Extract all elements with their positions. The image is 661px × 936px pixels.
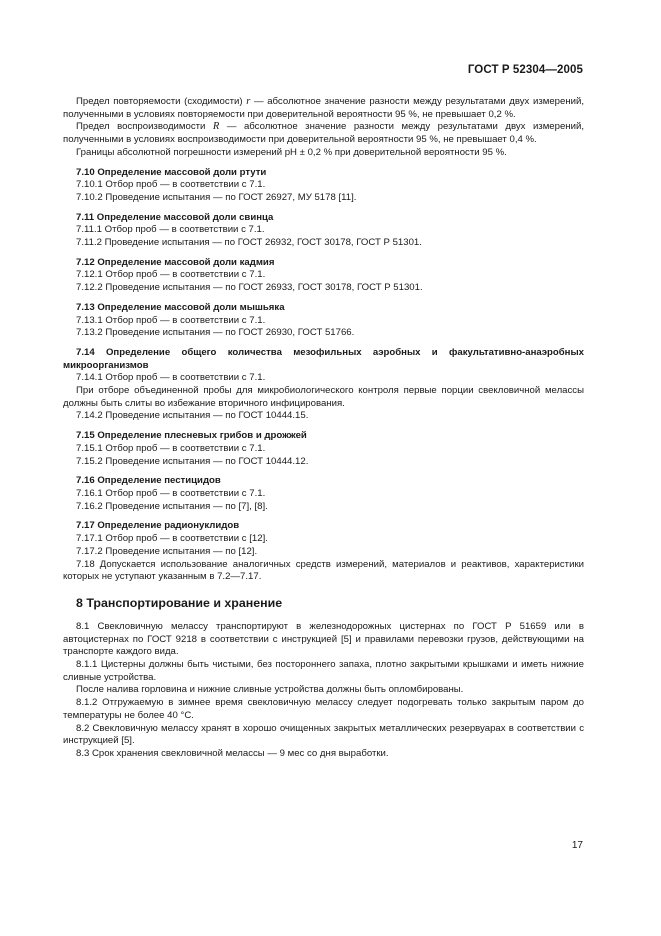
section-8-2: 8.2 Свекловичную мелассу хранят в хорошо очищенных закрытых металлических резервуарах в соответствии с инструкцией [5].: [63, 722, 584, 747]
section-7-13-1: 7.13.1 Отбор проб — в соответствии с 7.1.: [76, 314, 266, 326]
section-7-14-2: 7.14.2 Проведение испытания — по ГОСТ 10444.15.: [76, 410, 309, 422]
section-7-12-title: 7.12 Определение массовой доли кадмия: [76, 256, 275, 268]
section-7-12-2: 7.12.2 Проведение испытания — по ГОСТ 26933, ГОСТ 30178, ГОСТ Р 51301.: [76, 282, 423, 294]
variable-r: r: [246, 96, 251, 107]
section-8-1-1: 8.1.1 Цистерны должны быть чистыми, без постороннего запаха, плотно закрытыми крышками и иметь нижние сливные устройства.: [63, 659, 584, 683]
text: — абсолютное значение разности между результатами двух измерений, полученными в условиях воспроизводимости при доверительной вероятности 95 %, не превышает 0,4 %.: [63, 121, 584, 146]
section-7-11-2: 7.11.2 Проведение испытания — по ГОСТ 26932, ГОСТ 30178, ГОСТ Р 51301.: [76, 237, 422, 249]
section-8-1-2: 8.1.2 Отгружаемую в зимнее время свекловичную мелассу следует подогревать только закрытым паром до температуры не более 40 °С.: [63, 697, 584, 721]
section-7-17-2: 7.17.2 Проведение испытания — по [12].: [76, 545, 258, 557]
page-number: 17: [571, 840, 583, 851]
section-8-1: 8.1 Свекловичную мелассу транспортируют в железнодорожных цистернах по ГОСТ Р 51659 или в автоцистернах по ГОСТ 9218 в соответствии с инструкцией [5] и правилами перевозки грузов, действующими на транспорте каждого вида.: [63, 620, 584, 658]
section-7-14-1: 7.14.1 Отбор проб — в соответствии с 7.1.: [76, 372, 266, 384]
section-7-14-title: 7.14 Определение общего количества мезофильных аэробных и факультативно-анаэробных микроорганизмов: [63, 346, 584, 371]
section-7-13-title: 7.13 Определение массовой доли мышьяка: [76, 301, 285, 313]
section-7-18: 7.18 Допускается использование аналогичных средств измерений, материалов и реактивов, характеристики которых не уступают указанным в 7.2—7.17.: [63, 558, 584, 583]
section-8-3: 8.3 Срок хранения свекловичной мелассы — 9 мес со дня выработки.: [76, 747, 389, 759]
page-content: [63, 96, 584, 761]
ph-error-paragraph: Границы абсолютной погрешности измерений рН ± 0,2 % при доверительной вероятности 95 %.: [76, 146, 507, 158]
section-7-15-1: 7.15.1 Отбор проб — в соответствии с 7.1.: [76, 442, 266, 454]
section-7-13-2: 7.13.2 Проведение испытания — по ГОСТ 26930, ГОСТ 51766.: [76, 327, 355, 339]
section-7-10-2: 7.10.2 Проведение испытания — по ГОСТ 26927, МУ 5178 [11].: [76, 191, 357, 203]
repeatability-paragraph: [63, 96, 584, 121]
section-7-16-title: 7.16 Определение пестицидов: [76, 475, 221, 487]
section-7-15-2: 7.15.2 Проведение испытания — по ГОСТ 10444.12.: [76, 455, 309, 467]
text: — абсолютное значение разности между результатами двух измерений, полученными в условиях повторяемости при доверительной вероятности 95 %, не превышает 0,2 %.: [63, 96, 585, 120]
text: Предел воспроизводимости: [76, 121, 213, 133]
section-7-11-title: 7.11 Определение массовой доли свинца: [76, 211, 274, 223]
section-7-15-title: 7.15 Определение плесневых грибов и дрожжей: [76, 430, 307, 442]
section-7-11-1: 7.11.1 Отбор проб — в соответствии с 7.1.: [76, 224, 265, 236]
section-8-1-1-note: После налива горловина и нижние сливные устройства должны быть опломбированы.: [76, 684, 464, 696]
section-7-17-1: 7.17.1 Отбор проб — в соответствии с [12].: [76, 533, 268, 545]
section-7-16-1: 7.16.1 Отбор проб — в соответствии с 7.1.: [76, 487, 266, 499]
section-7-17-title: 7.17 Определение радионуклидов: [76, 520, 240, 532]
text: Предел повторяемости (сходимости): [76, 96, 247, 107]
reproducibility-paragraph: [63, 121, 584, 146]
section-7-10-title: 7.10 Определение массовой доли ртути: [76, 166, 267, 178]
chapter-8-title: 8 Транспортирование и хранение: [76, 595, 283, 610]
section-7-14-note: При отборе объединенной пробы для микробиологического контроля первые порции свекловичной мелассы должны быть слиты во избежание вторичного инфицирования.: [63, 385, 584, 409]
section-7-10-1: 7.10.1 Отбор проб — в соответствии с 7.1.: [76, 179, 266, 191]
variable-R: R: [212, 121, 220, 133]
document-id: ГОСТ Р 52304—2005: [467, 64, 583, 76]
section-7-16-2: 7.16.2 Проведение испытания — по [7], [8].: [76, 500, 268, 512]
section-7-12-1: 7.12.1 Отбор проб — в соответствии с 7.1.: [76, 269, 266, 281]
